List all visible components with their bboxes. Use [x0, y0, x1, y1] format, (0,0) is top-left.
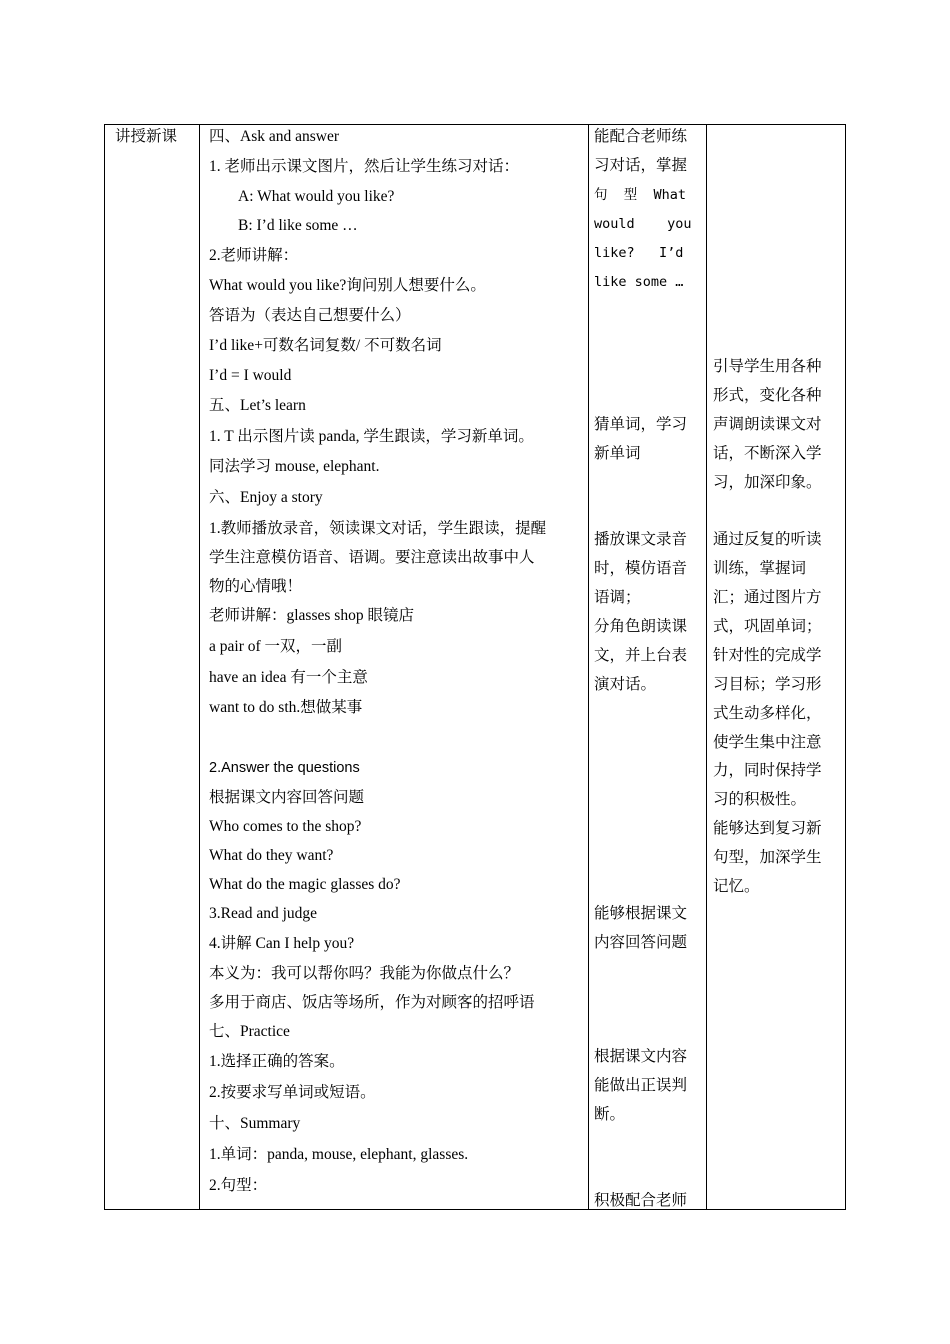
content-line: want to do sth.想做某事: [209, 699, 363, 716]
content-line: 2.按要求写单词或短语。: [209, 1084, 376, 1101]
purpose-line: 声调朗读课文对: [713, 416, 822, 433]
student-line: would you: [594, 216, 692, 232]
content-line: 老师讲解：glasses shop 眼镜店: [209, 607, 414, 624]
student-line: 猜单词，学习: [594, 416, 688, 433]
content-line: 学生注意模仿语音、语调。要注意读出故事中人: [209, 549, 535, 566]
student-line: 能配合老师练: [594, 128, 688, 145]
content-line: What do they want?: [209, 847, 334, 864]
content-line: 十、Summary: [209, 1115, 301, 1132]
purpose-line: 汇；通过图片方: [713, 589, 822, 606]
column-divider: [588, 125, 589, 1209]
purpose-line: 引导学生用各种: [713, 358, 822, 375]
content-line: 2.老师讲解：: [209, 247, 299, 264]
student-line: 根据课文内容: [594, 1048, 688, 1065]
student-line: 新单词: [594, 445, 641, 462]
content-line: A: What would you like?: [238, 188, 395, 205]
purpose-line: 习目标；学习形: [713, 676, 822, 693]
student-line: 习对话，掌握: [594, 157, 688, 174]
student-line: 积极配合老师: [594, 1192, 688, 1209]
purpose-line: 习，加深印象。: [713, 474, 822, 491]
content-line: 多用于商店、饭店等场所，作为对顾客的招呼语: [209, 994, 535, 1011]
content-line: 3.Read and judge: [209, 905, 318, 922]
purpose-line: 通过反复的听读: [713, 531, 822, 548]
content-line: 1.选择正确的答案。: [209, 1053, 345, 1070]
purpose-line: 能够达到复习新: [713, 820, 822, 837]
student-line: 文，并上台表: [594, 647, 688, 664]
content-line: What would you like?询问别人想要什么。: [209, 277, 486, 294]
student-line: 时，模仿语音: [594, 560, 688, 577]
content-line: 五、Let’s learn: [209, 397, 306, 414]
content-line: 六、Enjoy a story: [209, 489, 323, 506]
content-line: 2.Answer the questions: [209, 760, 360, 776]
content-line: 4.讲解 Can I help you?: [209, 935, 355, 952]
student-line: 语调；: [594, 589, 641, 606]
content-line: 1. 老师出示课文图片，然后让学生练习对话：: [209, 158, 520, 175]
purpose-line: 式生动多样化，: [713, 705, 822, 722]
purpose-line: 形式，变化各种: [713, 387, 822, 404]
purpose-line: 力，同时保持学: [713, 762, 822, 779]
purpose-line: 训练，掌握词: [713, 560, 807, 577]
content-line: I’d like+可数名词复数/ 不可数名词: [209, 337, 442, 354]
content-line: have an idea 有一个主意: [209, 669, 368, 686]
content-line: 1. T 出示图片读 panda, 学生跟读，学习新单词。: [209, 428, 534, 445]
content-line: a pair of 一双，一副: [209, 638, 343, 655]
content-line: 同法学习 mouse, elephant.: [209, 458, 380, 475]
content-line: 2.句型：: [209, 1177, 268, 1194]
content-line: I’d = I would: [209, 367, 292, 384]
lesson-table: [104, 124, 846, 1210]
content-line: 本义为：我可以帮你吗？我能为你做点什么？: [209, 965, 520, 982]
content-line: 七、Practice: [209, 1023, 290, 1040]
purpose-line: 习的积极性。: [713, 791, 807, 808]
purpose-line: 句型，加深学生: [713, 849, 822, 866]
content-line: 1.单词：panda, mouse, elephant, glasses.: [209, 1146, 469, 1163]
student-line: 能做出正误判: [594, 1077, 688, 1094]
stage-cell: [115, 125, 199, 148]
content-line: 答语为（表达自己想要什么）: [209, 307, 411, 324]
student-line: 能够根据课文: [594, 905, 688, 922]
student-line: 内容回答问题: [594, 934, 688, 951]
student-line: 演对话。: [594, 676, 657, 693]
student-line: 断。: [594, 1106, 626, 1123]
student-line: 分角色朗读课: [594, 618, 688, 635]
stage-label: 讲授新课: [115, 128, 178, 145]
column-divider: [199, 125, 200, 1209]
student-line: like? I’d: [594, 245, 684, 261]
student-line: like some …: [594, 274, 684, 290]
purpose-line: 式，巩固单词；: [713, 618, 822, 635]
content-line: 物的心情哦！: [209, 578, 303, 595]
student-line: 播放课文录音: [594, 531, 688, 548]
column-divider: [706, 125, 707, 1209]
content-line: 根据课文内容回答问题: [209, 789, 365, 806]
purpose-line: 记忆。: [713, 878, 760, 895]
student-line: 句 型 What: [594, 187, 687, 203]
content-line: 1.教师播放录音，领读课文对话，学生跟读，提醒: [209, 520, 547, 537]
purpose-line: 针对性的完成学: [713, 647, 822, 664]
content-line: 四、Ask and answer: [209, 128, 340, 145]
content-line: B: I’d like some …: [238, 217, 358, 234]
purpose-line: 使学生集中注意: [713, 734, 822, 751]
purpose-line: 话，不断深入学: [713, 445, 822, 462]
content-line: What do the magic glasses do?: [209, 876, 401, 893]
content-line: Who comes to the shop?: [209, 818, 362, 835]
